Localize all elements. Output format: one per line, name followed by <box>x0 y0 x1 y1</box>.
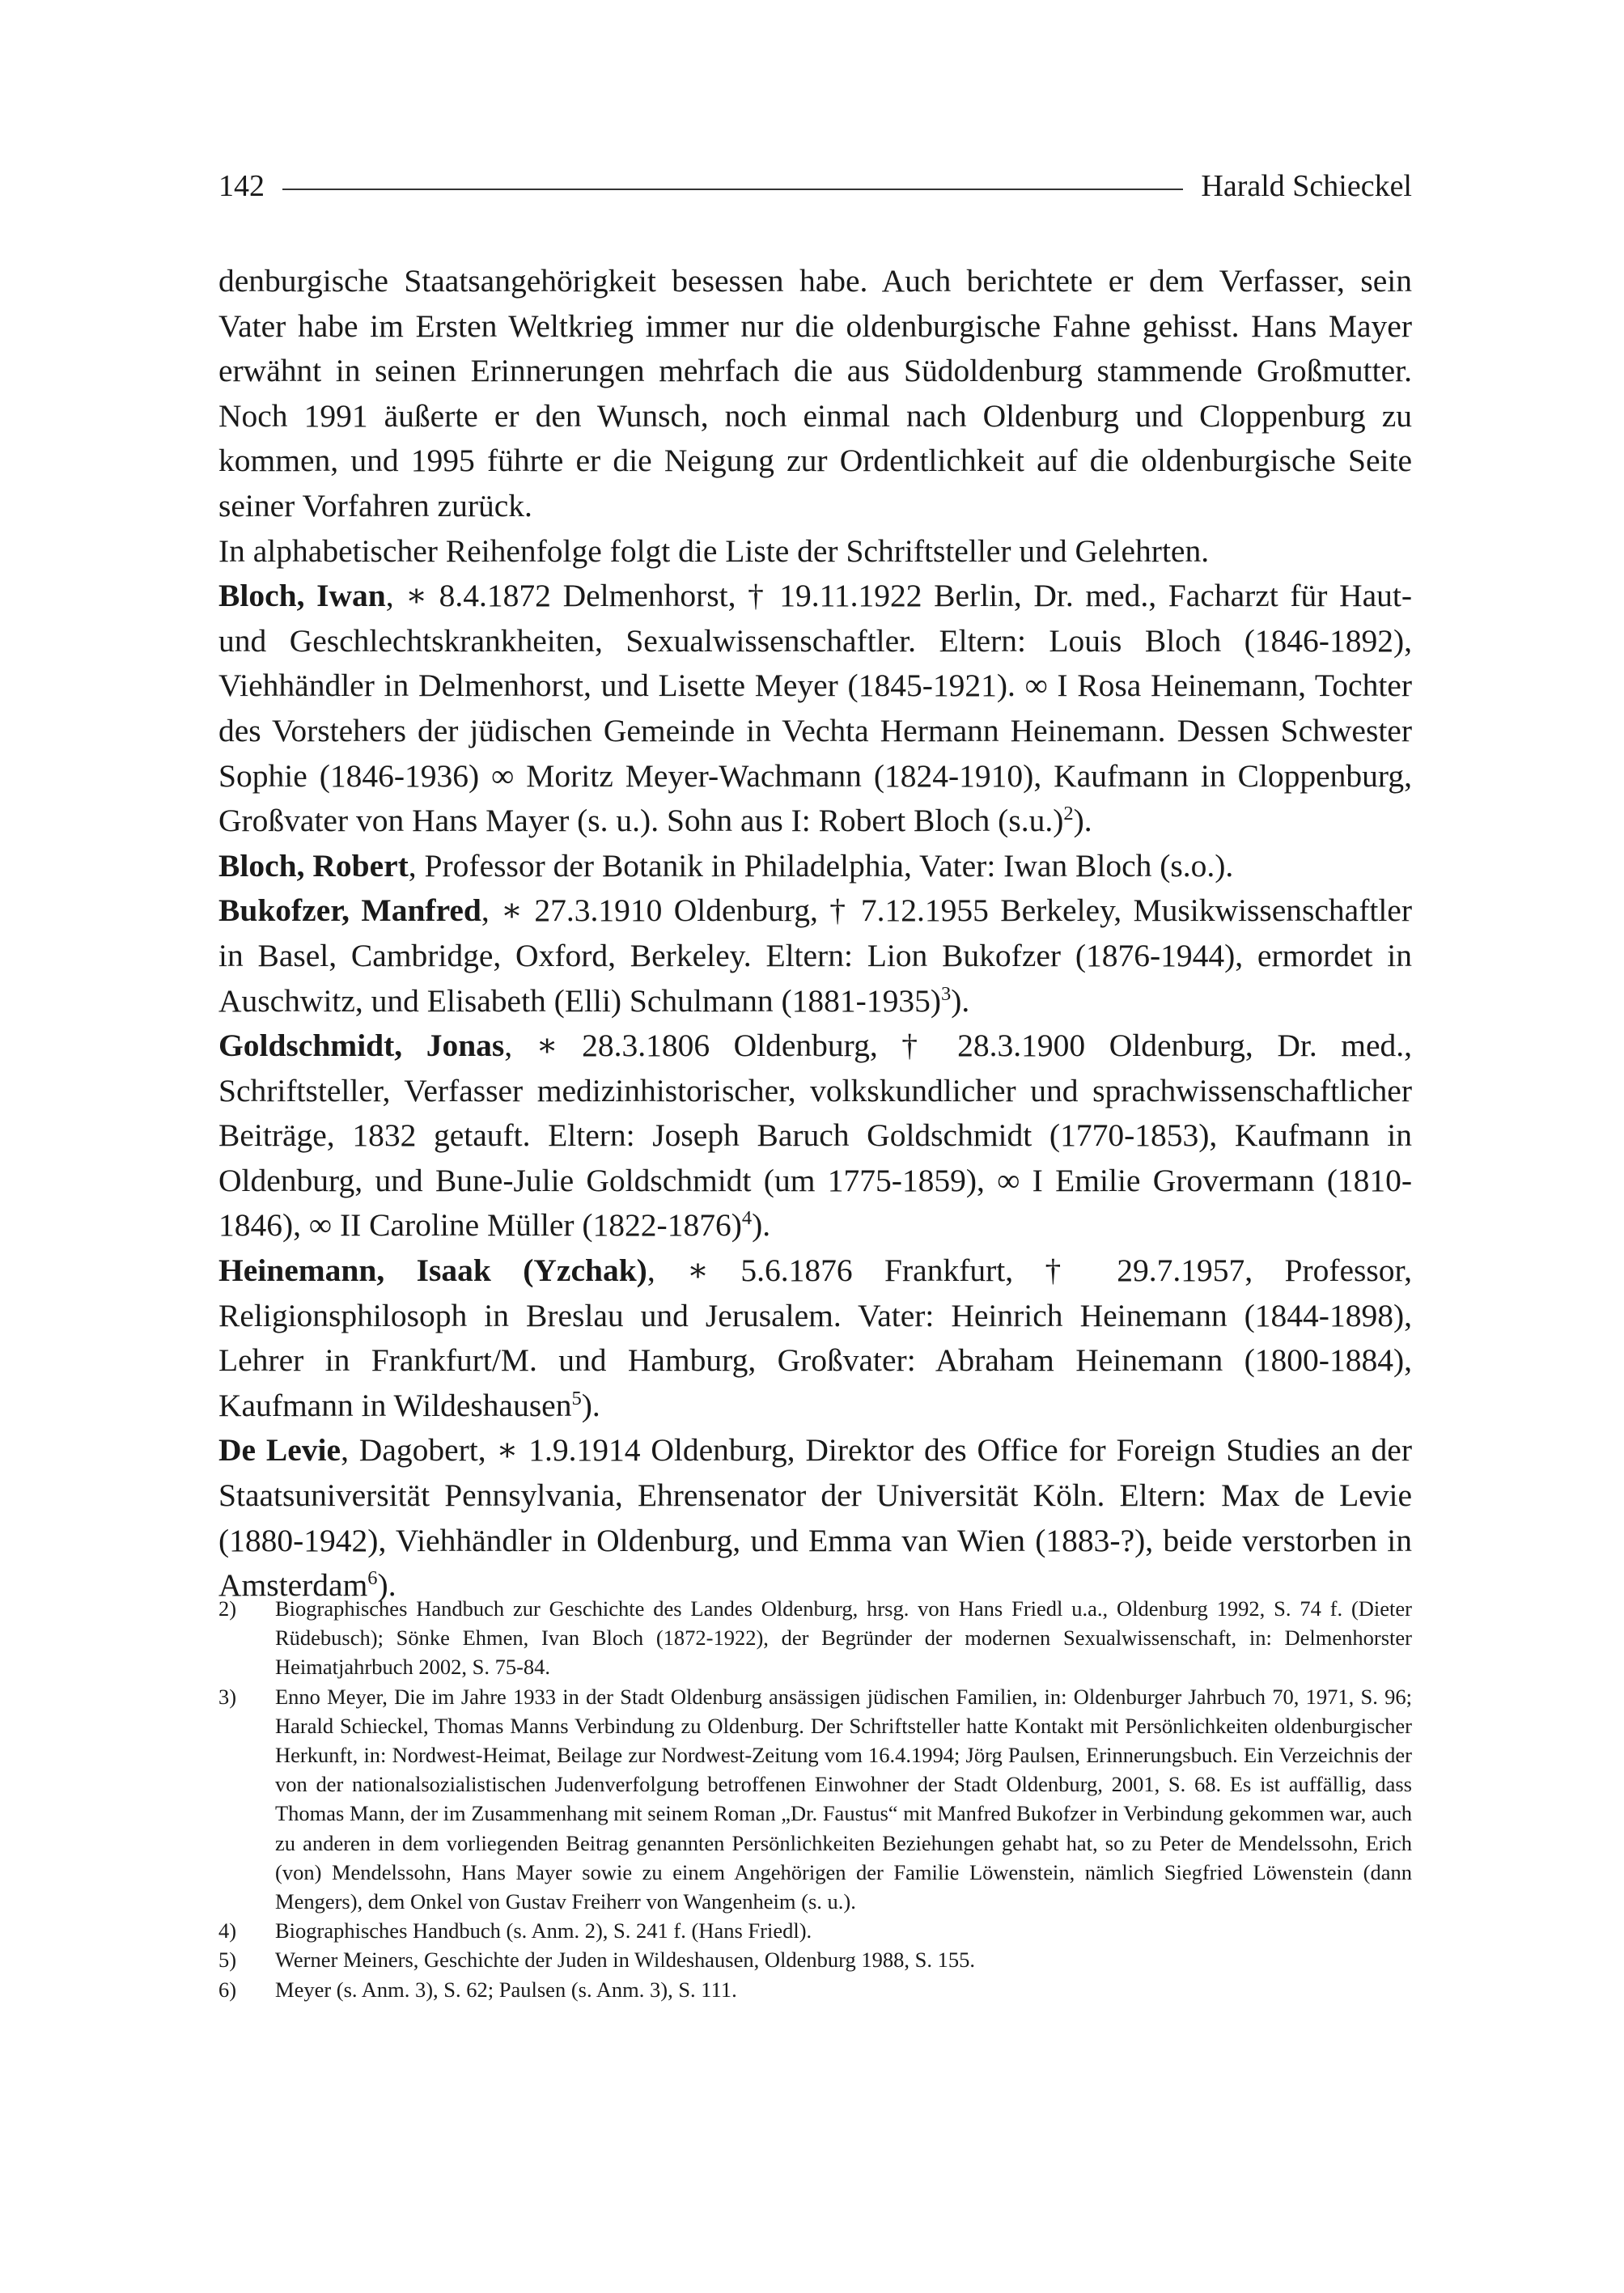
footnote-text: Meyer (s. Anm. 3), S. 62; Paulsen (s. Anm. 3), S. 111. <box>275 1977 737 2002</box>
intro-paragraph: denburgische Staatsangehörigkeit besessen habe. Auch berichtete er dem Verfasser, sein Vater habe im Ersten Weltkrieg immer nur die oldenburgische Fahne gehisst. Hans Mayer erwähnt in seinen Erinnerungen mehrfach die aus Südoldenburg stammende Großmutter. Noch 1991 äußerte er den Wunsch, noch einmal nach Oldenburg und Cloppenburg zu kommen, und 1995 führte er die Neigung zur Ordentlichkeit auf die oldenburgische Seite seiner Vorfahren zurück. <box>218 263 1412 523</box>
entry-name: Heinemann, Isaak (Yzchak) <box>218 1252 647 1289</box>
footnote-number: 4) <box>218 1918 237 1943</box>
entry-text: , Professor der Botanik in Philadelphia, Vater: Iwan Bloch (s.o.). <box>408 847 1234 884</box>
footnote-6 <box>218 1975 1412 2004</box>
entry-bukofzer-manfred <box>218 888 1412 1024</box>
footnote-number: 6) <box>218 1977 237 2002</box>
footnotes <box>218 1594 1412 2004</box>
entry-name: Bloch, Robert <box>218 847 409 884</box>
footnote-ref[interactable]: 6 <box>367 1567 378 1590</box>
footnote-ref[interactable]: 3 <box>940 982 952 1005</box>
entry-tail: ). <box>951 982 970 1019</box>
list-intro: In alphabetischer Reihenfolge folgt die Liste der Schriftsteller und Gelehrten. <box>218 532 1210 569</box>
entry-name: Bloch, Iwan <box>218 578 386 614</box>
footnote-text: Enno Meyer, Die im Jahre 1933 in der Stadt Oldenburg ansässigen jüdischen Familien, in: Oldenburger Jahrbuch 70, 1971, S. 96; Harald Schieckel, Thomas Manns Verbindung zu Oldenburg. Der Schriftsteller hatte Kontakt mit Persönlichkeiten oldenburgischer Herkunft, in: Nordwest-Heimat, Beilage zur Nordwest-Zeitung vom 16.4.1994; Jörg Paulsen, Erinnerungsbuch. Ein Verzeichnis der von der nationalsozialistischen Judenverfolgung betroffenen Einwohner der Stadt Oldenburg, 2001, S. 68. Es ist auffällig, dass Thomas Mann, der im Zusammenhang mit seinem Roman „Dr. Faustus“ mit Manfred Bukofzer in Verbindung gekommen war, auch zu anderen in dem vorliegenden Beitrag genannten Persönlichkeiten Beziehungen gehabt hat, so zu Peter de Mendelssohn, Erich (von) Mendelssohn, Hans Mayer sowie zu einem Angehörigen der Familie Löwenstein, nämlich Siegfried Löwenstein (dann Mengers), dem Onkel von Gustav Freiherr von Wangenheim (s. u.). <box>275 1684 1412 1914</box>
entry-bloch-robert <box>218 844 1412 889</box>
entry-text: , ∗ 5.6.1876 Frankfurt, † 29.7.1957, Professor, Religionsphilosoph in Breslau und Jerusalem. Vater: Heinrich Heinemann (1844-1898), Lehrer in Frankfurt/M. und Hamburg, Großvater: Abraham Heinemann (1800-1884), Kaufmann in Wildeshausen <box>218 1252 1412 1423</box>
footnote-ref[interactable]: 2 <box>1063 802 1074 824</box>
running-head-author: Harald Schieckel <box>1201 169 1412 203</box>
footnote-number: 2) <box>218 1596 237 1621</box>
entry-name: De Levie <box>218 1432 341 1469</box>
running-header <box>218 166 1412 206</box>
footnote-number: 5) <box>218 1948 237 1973</box>
footnote-3 <box>218 1682 1412 1917</box>
entry-name: Bukofzer, Manfred <box>218 892 481 929</box>
entry-tail: ). <box>581 1387 600 1423</box>
document-page <box>218 0 1412 2293</box>
footnote-ref[interactable]: 4 <box>741 1207 753 1230</box>
entry-tail: ). <box>377 1567 396 1604</box>
footnote-number: 3) <box>218 1684 237 1709</box>
footnote-2 <box>218 1594 1412 1682</box>
entry-text: , ∗ 8.4.1872 Delmenhorst, † 19.11.1922 Berlin, Dr. med., Facharzt für Haut- und Geschlechtskrankheiten, Sexualwissenschaftler. Eltern: Louis Bloch (1846-1892), Viehhändler in Delmenhorst, und Lisette Meyer (1845-1921). ∞ I Rosa Heinemann, Tochter des Vorstehers der jüdischen Gemeinde in Vechta Hermann Heinemann. Dessen Schwester Sophie (1846-1936) ∞ Moritz Meyer-Wachmann (1824-1910), Kaufmann in Cloppenburg, Großvater von Hans Mayer (s. u.). Sohn aus I: Robert Bloch (s.u.) <box>218 578 1413 839</box>
entry-goldschmidt-jonas <box>218 1024 1412 1248</box>
page-number: 142 <box>218 169 265 203</box>
footnote-text: Biographisches Handbuch zur Geschichte des Landes Oldenburg, hrsg. von Hans Friedl u.a., Oldenburg 1992, S. 74 f. (Dieter Rüdebusch); Sönke Ehmen, Ivan Bloch (1872-1922), der Begründer der modernen Sexualwissenschaft, in: Delmenhorster Heimatjahrbuch 2002, S. 75-84. <box>275 1596 1412 1680</box>
entry-text: , Dagobert, ∗ 1.9.1914 Oldenburg, Direktor des Office for Foreign Studies an der Staatsuniversität Pennsylvania, Ehrensenator der Universität Köln. Eltern: Max de Levie (1880-1942), Viehhändler in Oldenburg, und Emma van Wien (1883-?), beide verstorben in Amsterdam <box>218 1432 1412 1604</box>
entry-heinemann-isaak <box>218 1248 1412 1428</box>
main-text <box>218 259 1412 1608</box>
footnote-ref[interactable]: 5 <box>571 1387 582 1409</box>
entry-tail: ). <box>1073 803 1092 839</box>
entry-de-levie <box>218 1428 1412 1608</box>
entry-name: Goldschmidt, Jonas <box>218 1028 505 1064</box>
entry-text: , ∗ 27.3.1910 Oldenburg, † 7.12.1955 Berkeley, Musikwissenschaftler in Basel, Cambridge, Oxford, Berkeley. Eltern: Lion Bukofzer (1876-1944), ermordet in Auschwitz, und Elisabeth (Elli) Schulmann (1881-1935) <box>218 892 1412 1019</box>
footnote-4 <box>218 1916 1412 1945</box>
header-rule <box>282 189 1183 190</box>
footnote-text: Biographisches Handbuch (s. Anm. 2), S. 241 f. (Hans Friedl). <box>275 1918 812 1943</box>
entry-tail: ). <box>752 1207 771 1244</box>
entry-bloch-iwan <box>218 574 1412 844</box>
entry-text: , ∗ 28.3.1806 Oldenburg, † 28.3.1900 Oldenburg, Dr. med., Schriftsteller, Verfasser medizinhistorischer, volkskundlicher und sprachwissenschaftlicher Beiträge, 1832 getauft. Eltern: Joseph Baruch Goldschmidt (1770-1853), Kaufmann in Oldenburg, und Bune-Julie Goldschmidt (um 1775-1859), ∞ I Emilie Grovermann (1810-1846), ∞ II Caroline Müller (1822-1876) <box>218 1028 1412 1244</box>
footnote-5 <box>218 1945 1412 1974</box>
footnote-text: Werner Meiners, Geschichte der Juden in Wildeshausen, Oldenburg 1988, S. 155. <box>275 1948 975 1973</box>
